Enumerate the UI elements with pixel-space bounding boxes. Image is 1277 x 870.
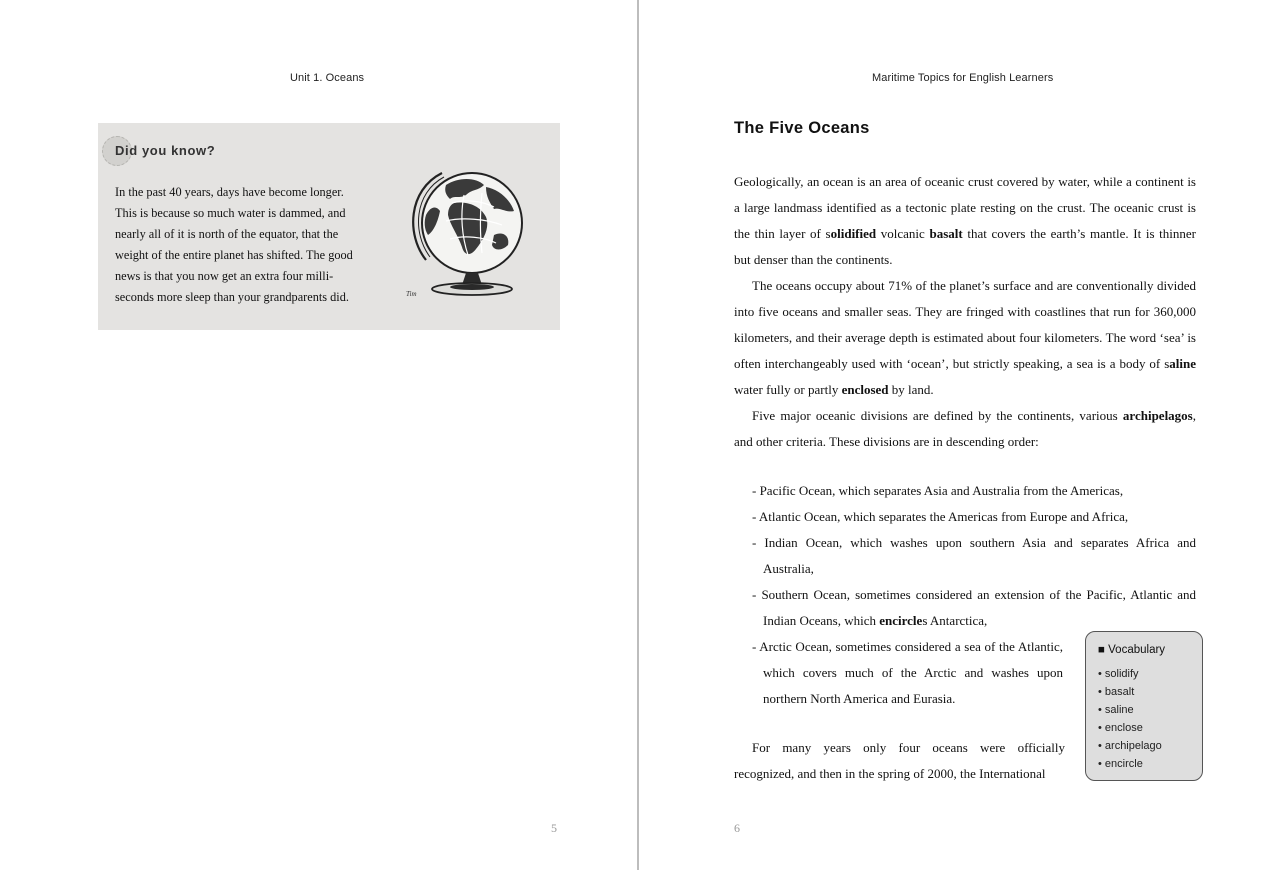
left-page: [0, 0, 637, 870]
artist-signature: Tim: [406, 290, 417, 298]
did-you-know-box: [98, 123, 560, 330]
vocabulary-item: • archipelago: [1098, 740, 1162, 752]
dyk-line: weight of the entire planet has shifted. The good: [115, 248, 353, 262]
vocab-term-solidified: olidified: [830, 226, 877, 241]
page-number-left: 5: [551, 821, 557, 835]
dyk-line: nearly all of it is north of the equator, that the: [115, 227, 339, 241]
vocabulary-item: • encircle: [1098, 758, 1143, 770]
page-number-right: 6: [734, 821, 740, 835]
closing-paragraph: For many years only four oceans were officially recognized, and then in the spring of 2000, the International: [734, 740, 1065, 781]
vocab-term-enclosed: enclosed: [841, 382, 889, 397]
dyk-line: seconds more sleep than your grandparents did.: [115, 290, 349, 304]
dyk-line: In the past 40 years, days have become longer.: [115, 185, 344, 199]
vocabulary-item: • basalt: [1098, 686, 1135, 698]
vocabulary-item: • saline: [1098, 704, 1134, 716]
running-head-right: Maritime Topics for English Learners: [872, 72, 1054, 84]
vocabulary-box: [1085, 631, 1203, 781]
globe-illustration-icon: [406, 165, 532, 305]
body-paragraphs: [734, 169, 1196, 455]
vocab-term-archipelagos: archipelagos: [1122, 408, 1193, 423]
vocabulary-heading: ■ Vocabulary: [1098, 644, 1166, 656]
vocabulary-list: [1098, 665, 1162, 773]
did-you-know-title: Did you know?: [115, 143, 216, 158]
vocab-term-encircle: encircle: [879, 613, 923, 628]
list-item-indian: - Indian Ocean, which washes upon southern Asia and separates Africa and Australia,: [752, 535, 1196, 576]
paragraph-oceans-coverage: The oceans occupy about 71% of the planet’s surface and are conventionally divided into five oceans and smaller seas. They are fringed with coastlines that run for 360,000 kilometers, and their average depth is estimated about four kilometers. The word ‘sea’ is often interchangeably used with ‘ocean’, but strictly speaking, a sea is a body of saline water fully or partly enclosed by land.: [734, 278, 1196, 397]
did-you-know-text: [115, 182, 397, 308]
list-item-pacific: - Pacific Ocean, which separates Asia and Australia from the Americas,: [752, 483, 1124, 498]
running-head-left: Unit 1. Oceans: [290, 72, 365, 84]
dyk-line: news is that you now get an extra four milli-: [115, 269, 334, 283]
vocab-term-saline: aline: [1169, 356, 1196, 371]
vocabulary-item: • enclose: [1098, 722, 1143, 734]
list-item-southern: - Southern Ocean, sometimes considered an extension of the Pacific, Atlantic and Indian Oceans, which encircles Antarctica,: [752, 587, 1196, 628]
vocab-term-basalt: basalt: [929, 226, 963, 241]
paragraph-divisions: Five major oceanic divisions are defined by the continents, various archipelagos, and other criteria. These divisions are in descending order:: [734, 408, 1196, 449]
right-page: [639, 0, 1277, 870]
dyk-line: This is because so much water is dammed, and: [115, 206, 346, 220]
list-item-arctic: - Arctic Ocean, sometimes considered a sea of the Atlantic, which covers much of the Arctic and washes upon northern North America and Eurasia.: [752, 639, 1063, 706]
list-item-atlantic: - Atlantic Ocean, which separates the Americas from Europe and Africa,: [752, 509, 1129, 524]
paragraph-geology: Geologically, an ocean is an area of oceanic crust covered by water, while a continent is a large landmass identified as a tectonic plate resting on the crust. The oceanic crust is the thin layer of solidified volcanic basalt that covers the earth’s mantle. It is thinner but denser than the continents.: [734, 174, 1196, 267]
chapter-title: The Five Oceans: [734, 119, 870, 137]
vocabulary-item: • solidify: [1098, 668, 1139, 680]
